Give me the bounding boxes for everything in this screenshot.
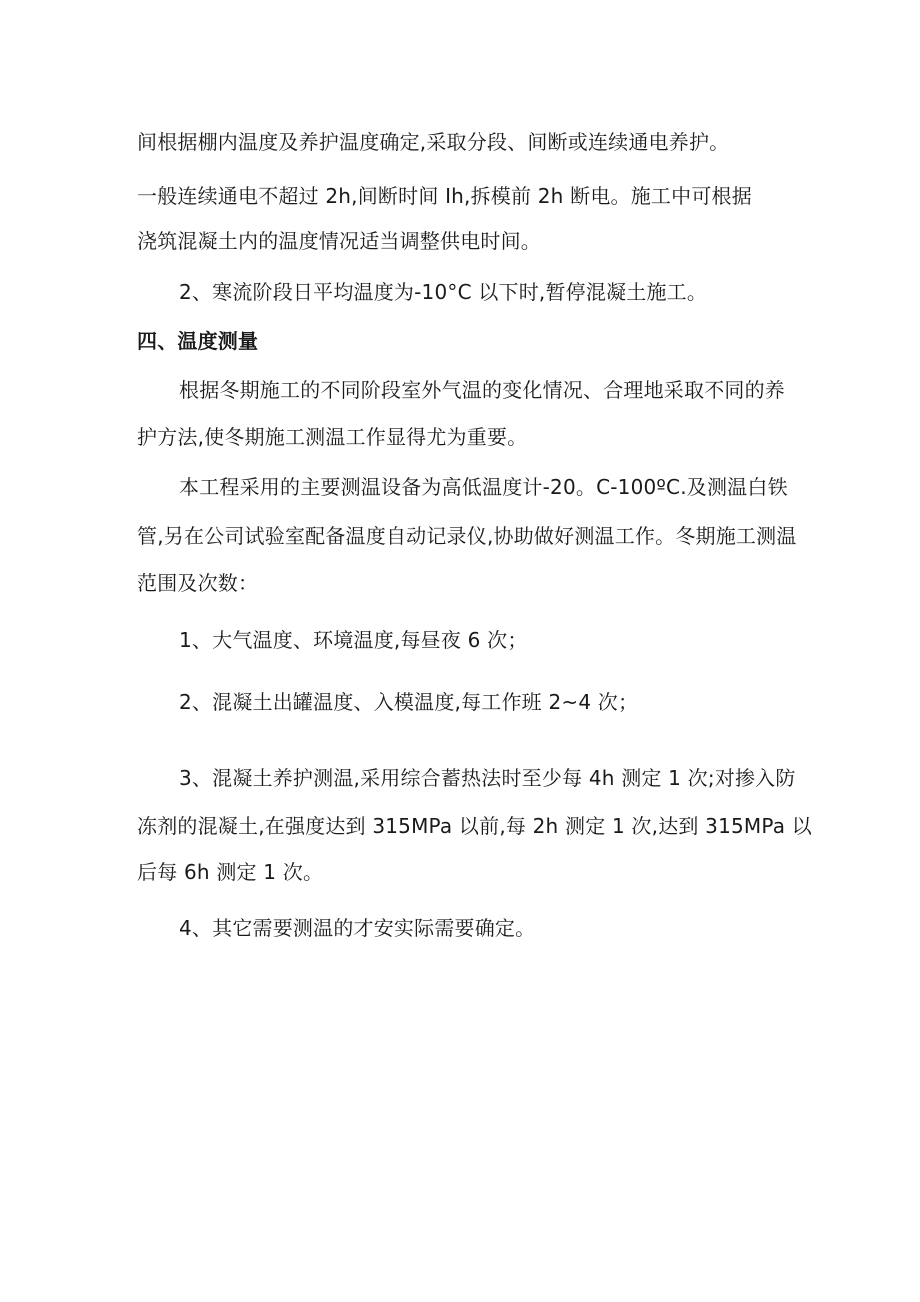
paragraph-line: 范围及次数： (137, 571, 259, 595)
list-item: 2、混凝土出罐温度、入模温度,每工作班 2~4 次； (179, 690, 639, 714)
list-item-continuation: 后每 6h 测定 1 次。 (137, 860, 324, 884)
paragraph-line: 护方法,使冬期施工测温工作显得尤为重要。 (137, 425, 528, 449)
list-item: 2、寒流阶段日平均温度为-10°C 以下时,暂停混凝土施工。 (179, 280, 708, 304)
text-line: 一般连续通电不超过 2h,间断时间 Ih,拆模前 2h 断电。施工中可根据 (137, 184, 752, 208)
list-item: 4、其它需要测温的才安实际需要确定。 (179, 916, 536, 940)
paragraph-line: 本工程采用的主要测温设备为高低温度计-20。C-100ºC.及测温白铁 (179, 475, 788, 499)
text-line: 间根据棚内温度及养护温度确定,采取分段、间断或连续通电养护。 (137, 130, 730, 154)
paragraph-line: 管,另在公司试验室配备温度自动记录仪,协助做好测温工作。冬期施工测温 (137, 524, 797, 548)
list-item-continuation: 冻剂的混凝土,在强度达到 315MPa 以前,每 2h 测定 1 次,达到 315MPa 以 (137, 814, 812, 838)
list-item: 3、混凝土养护测温,采用综合蓄热法时至少每 4h 测定 1 次;对掺入防 (179, 766, 796, 790)
list-item: 1、大气温度、环境温度,每昼夜 6 次； (179, 628, 528, 652)
paragraph-line: 根据冬期施工的不同阶段室外气温的变化情况、合理地采取不同的养 (179, 378, 785, 402)
section-heading: 四、温度测量 (137, 329, 259, 353)
text-line: 浇筑混凝土内的温度情况适当调整供电时间。 (137, 229, 541, 253)
